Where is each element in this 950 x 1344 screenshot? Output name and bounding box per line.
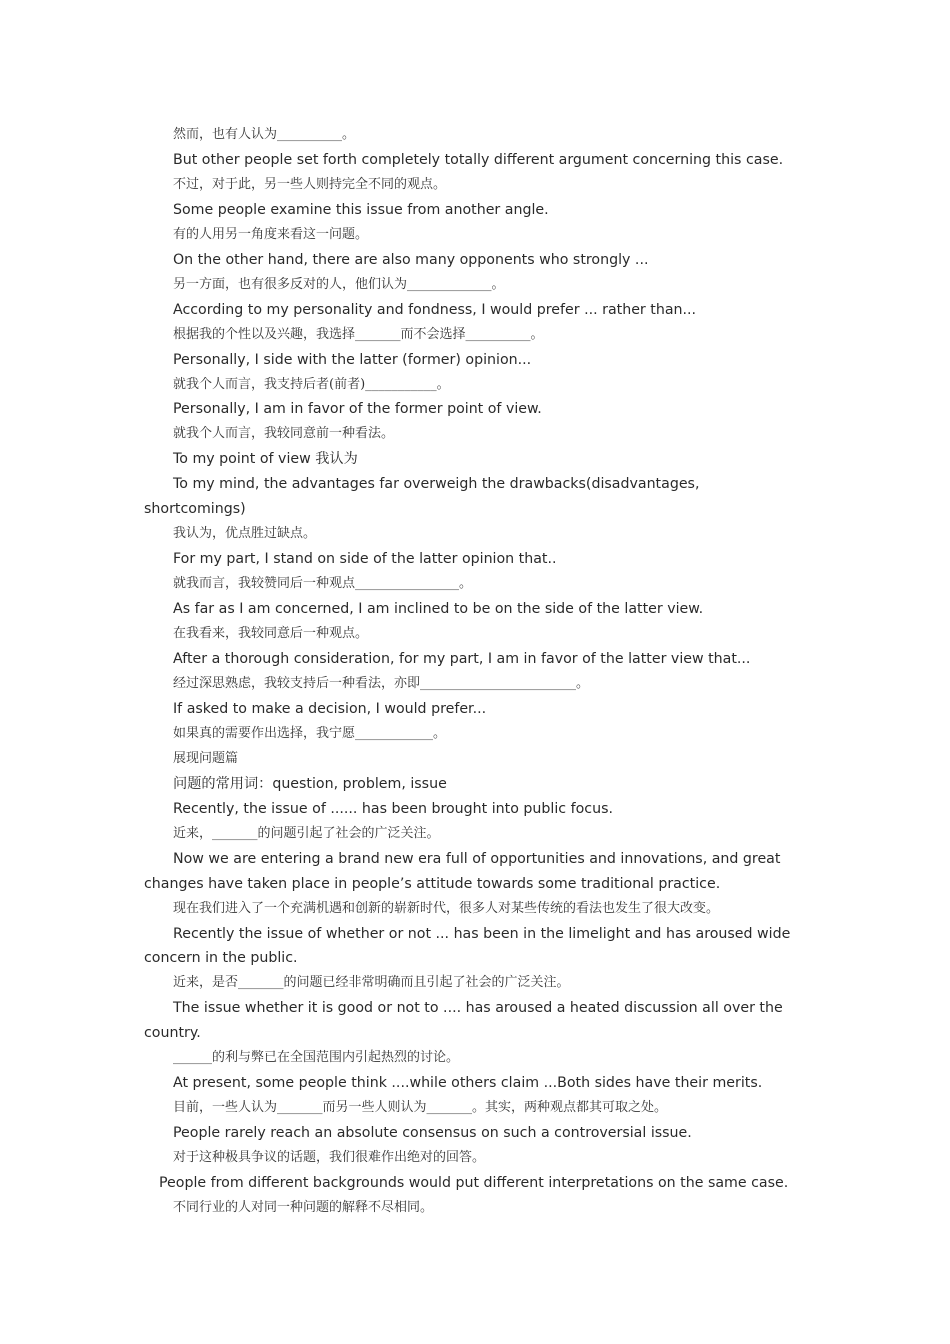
text-line: People rarely reach an absolute consensus on such a controversial issue. (173, 1125, 692, 1142)
text-line: For my part, I stand on side of the latter opinion that.. (173, 551, 557, 568)
text-line: 根据我的个性以及兴趣，我选择_______而不会选择__________。 (173, 326, 544, 342)
text-line: On the other hand, there are also many opponents who strongly ... (173, 251, 649, 268)
text-line: 对于这种极具争议的话题，我们很难作出绝对的回答。 (173, 1150, 486, 1166)
text-line: 经过深思熟虑，我较支持后一种看法，亦即________________________。 (173, 675, 590, 691)
text-line: 现在我们进入了一个充满机遇和创新的崭新时代，很多人对某些传统的看法也发生了很大改变。 (173, 900, 720, 916)
text-line: Some people examine this issue from another angle. (173, 201, 549, 218)
text-line: Recently, the issue of ...... has been brought into public focus. (173, 800, 613, 817)
text-line: 有的人用另一角度来看这一问题。 (173, 226, 369, 242)
text-line: 就我个人而言，我支持后者(前者)___________。 (173, 376, 450, 392)
text-line: At present, some people think ....while others claim ...Both sides have their merits. (173, 1075, 763, 1092)
text-line: Now we are entering a brand new era full of opportunities and innovations, and great changes have taken place in people’s attitude towards some traditional practice. (144, 850, 781, 892)
text-line: To my point of view 我认为 (173, 451, 358, 468)
text-line: Personally, I am in favor of the former point of view. (173, 401, 542, 418)
text-line: 近来，_______的问题引起了社会的广泛关注。 (173, 825, 440, 841)
text-line: 问题的常用词：question, problem, issue (173, 775, 447, 792)
section-heading: 展现问题篇 (173, 750, 239, 766)
text-line: 不同行业的人对同一种问题的解释不尽相同。 (173, 1199, 434, 1215)
text-line: 就我个人而言，我较同意前一种看法。 (173, 426, 395, 442)
text-line: After a thorough consideration, for my part, I am in favor of the latter view that... (173, 651, 751, 668)
text-line: ______的利与弊已在全国范围内引起热烈的讨论。 (173, 1050, 460, 1066)
text-line: 不过，对于此，另一些人则持完全不同的观点。 (173, 176, 447, 192)
text-line: 就我而言，我较赞同后一种观点________________。 (173, 576, 473, 592)
text-line: If asked to make a decision, I would prefer... (173, 700, 487, 717)
text-line: 近来，是否_______的问题已经非常明确而且引起了社会的广泛关注。 (173, 975, 570, 991)
text-line: 另一方面，也有很多反对的人，他们认为_____________。 (173, 276, 505, 292)
text-line: But other people set forth completely totally different argument concerning this case. (173, 151, 784, 168)
text-line: The issue whether it is good or not to .... has aroused a heated discussion all over the country. (144, 1000, 783, 1042)
text-line: 目前，一些人认为_______而另一些人则认为_______。其实，两种观点都其可取之处。 (173, 1100, 668, 1116)
document-body (144, 123, 804, 1221)
text-line: As far as I am concerned, I am inclined to be on the side of the latter view. (173, 601, 704, 618)
text-line: According to my personality and fondness, I would prefer ... rather than... (173, 301, 697, 318)
text-line: People from different backgrounds would put different interpretations on the same case. (159, 1175, 789, 1192)
text-line: 我认为，优点胜过缺点。 (173, 526, 317, 542)
text-line: To my mind, the advantages far overweigh the drawbacks(disadvantages, shortcomings) (144, 476, 700, 518)
text-line: Personally, I side with the latter (former) opinion... (173, 351, 532, 368)
text-line: 然而，也有人认为__________。 (173, 127, 356, 142)
text-line: Recently the issue of whether or not ... has been in the limelight and has aroused wide concern in the public. (144, 925, 791, 967)
text-line: 在我看来，我较同意后一种观点。 (173, 626, 369, 642)
text-line: 如果真的需要作出选择，我宁愿____________。 (173, 725, 447, 741)
